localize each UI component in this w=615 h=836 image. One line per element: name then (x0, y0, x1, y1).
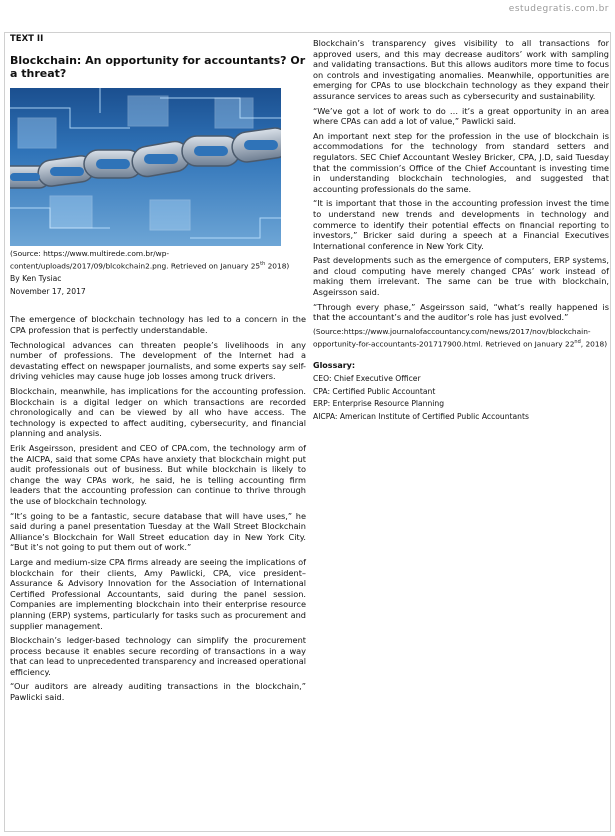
author-byline: By Ken Tysiac (10, 274, 62, 284)
glossary-item: AICPA: American Institute of Certified Public Accountants (313, 411, 529, 421)
paragraph: Blockchain, meanwhile, has implications for the accounting profession. Blockchain is a digital ledger on which transactions are recorded chronologically and can be viewed by all who have access. The technology is expected to affect auditing, cybersecurity, and financial planning and analysis. (10, 386, 306, 439)
article-source: (Source:https://www.journalofaccountancy.com/news/2017/nov/blockchain-opportunity-for-accountants-201717900.html. Retrieved on January 22nd, 2018) (313, 326, 608, 349)
paragraph: “Our auditors are already auditing transactions in the blockchain,” Pawlicki said. (10, 681, 306, 703)
left-body (10, 314, 306, 702)
glossary-item: ERP: Enterprise Resource Planning (313, 399, 445, 409)
blockchain-chain-illustration (10, 88, 281, 246)
article-title: Blockchain: An opportunity for accountants? Or a threat? (10, 54, 306, 80)
paragraph: An important next step for the profession in the use of blockchain is accommodations for the technology from standard setters and regulators. SEC Chief Accountant Wesley Bricker, CPA, J.D, said Tuesday that the commission’s Office of the Chief Accountant is investing time in understanding blockchain technologies, and suggested that accounting professionals do the same. (313, 130, 609, 194)
glossary-item: CPA: Certified Public Accountant (313, 386, 436, 396)
paragraph: “Through every phase,” Asgeirsson said, “what’s really happened is that the accountant’s and the auditor’s role has just evolved.” (313, 301, 609, 323)
paragraph: Large and medium-size CPA firms already are seeing the implications of blockchain for their clients, Amy Pawlicki, CPA, vice president–Assurance & Advisory Innovation for the Association of International Certified Professional Accountants, said during the panel session. Companies are implementing blockchain into their enterprise resource planning (ERP) systems, particularly for tasks such as procurement and supplier management. (10, 556, 306, 631)
site-watermark: estudegratis.com.br (508, 4, 609, 14)
paragraph: Past developments such as the emergence of computers, ERP systems, and cloud computing have merely changed CPAs’ work instead of making them irrelevant. The same can be true with blockchain, Asgeirsson said. (313, 255, 609, 298)
paragraph: Blockchain’s transparency gives visibility to all transactions for approved users, and this may decrease auditors’ work with sampling and validating transactions. But this allows auditors more time to focus on controls and investigating anomalies. Meanwhile, opportunities are emerging for CPAs to use blockchain technology as they expand their assurance services to areas such as cybersecurity and sustainability. (313, 38, 609, 101)
paragraph: Technological advances can threaten people’s livelihoods in any number of professions. The development of the Internet had a devastating effect on newspaper journalists, and some experts say self-driving vehicles may cause huge job losses among truck drivers. (10, 339, 306, 382)
text-label: TEXT II (10, 34, 44, 44)
blockchain-image (10, 88, 281, 246)
paragraph: Erik Asgeirsson, president and CEO of CPA.com, the technology arm of the AICPA, said that some CPAs have anxiety that blockchain might put audit professionals out of business. But while blockchain is likely to change the way CPAs work, he said, he is telling accounting firm leaders that the accounting profession can continue to thrive through the use of blockchain technology. (10, 443, 306, 506)
glossary-item: CEO: Chief Executive Officer (313, 374, 421, 384)
left-column (10, 34, 306, 707)
right-column (313, 38, 609, 423)
paragraph: “It’s going to be a fantastic, secure database that will have uses,” he said during a panel presentation Tuesday at the Wall Street Blockchain Alliance’s Blockchain for Wall Street education day in New York City. “But it’s not going to put them out of work.” (10, 510, 306, 553)
publish-date: November 17, 2017 (10, 287, 86, 297)
image-source: (Source: https://www.multirede.com.br/wp-content/uploads/2017/09/blcokchain2.png. Retrieved on January 25th 2018) (10, 249, 290, 271)
paragraph: “It is important that those in the accounting profession invest the time to understand new trends and developments in technology and commerce to identify their potential effects on financial reporting to investors,” Bricker said during a speech at a Financial Executives International conference in New York City. (313, 198, 609, 251)
right-body (313, 38, 609, 323)
paragraph: “We’ve got a lot of work to do … it’s a great opportunity in an area where CPAs can add a lot of value,” Pawlicki said. (313, 105, 609, 127)
paragraph: The emergence of blockchain technology has led to a concern in the CPA profession that is perfectly understandable. (10, 314, 306, 336)
glossary-title: Glossary: (313, 361, 356, 371)
paragraph: Blockchain’s ledger-based technology can simplify the procurement process because it enables secure recording of transactions in a way that can lead to unprecedented transparency and increased operational efficiency. (10, 635, 306, 677)
